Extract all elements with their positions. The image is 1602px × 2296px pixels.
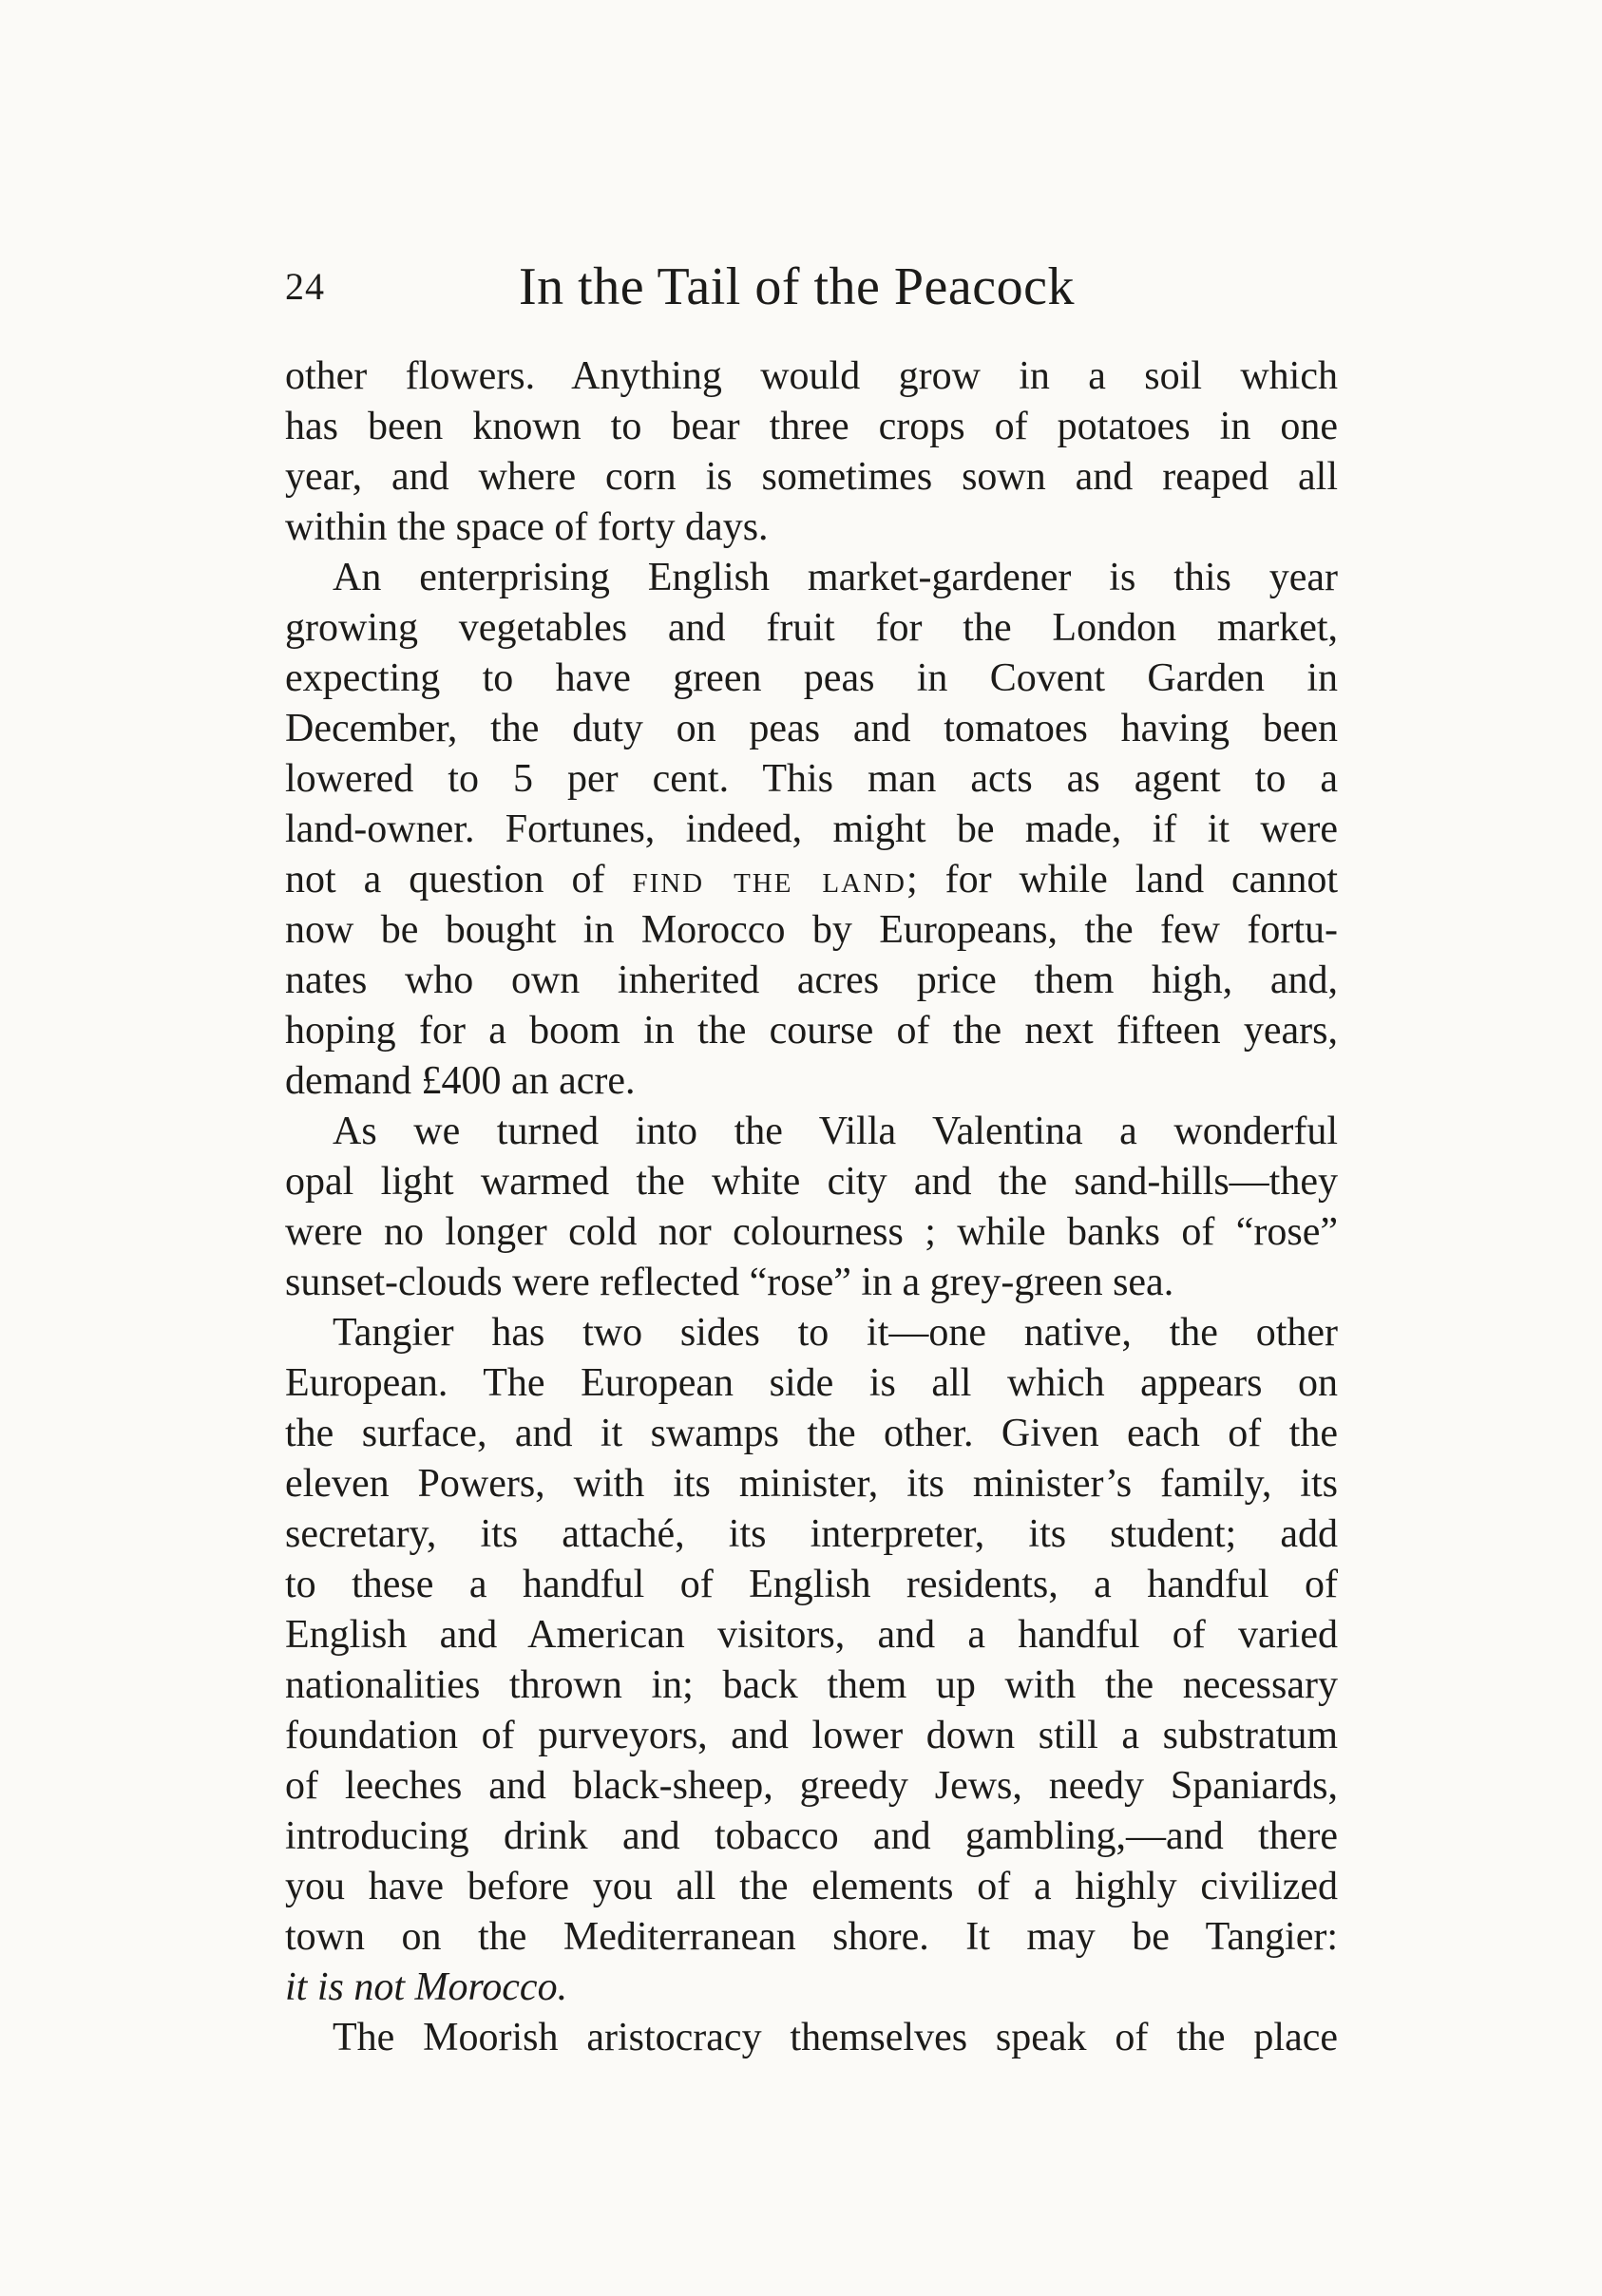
text-line: European. The European side is all which appears on [285,1361,1338,1405]
smallcaps-phrase: find the land [632,858,906,901]
paragraph-3 [285,1107,1338,1308]
text-line: land-owner. Fortunes, indeed, might be made, if it were [285,807,1338,851]
text-line: opal light warmed the white city and the sand-hills—they [285,1160,1338,1204]
paragraph-2 [285,553,1338,1107]
text-line: now be bought in Morocco by Europeans, the few fortu- [285,908,1338,952]
text-line: eleven Powers, with its minister, its minister’s family, its [285,1462,1338,1506]
text-line: Tangier has two sides to it—one native, the other [333,1311,1338,1355]
text-line: An enterprising English market-gardener is this year [333,556,1338,599]
text-line: town on the Mediterranean shore. It may be Tangier: [285,1915,1338,1959]
text-line: you have before you all the elements of a highly civilized [285,1865,1338,1908]
page-number: 24 [285,265,325,308]
text-line: within the space of forty days. [285,505,769,549]
text-line: introducing drink and tobacco and gambling,—and there [285,1814,1338,1858]
text-line-with-smallcaps [285,855,1338,905]
paragraph-1 [285,351,1338,553]
text-line: were no longer cold nor colourness ; while banks of “rose” [285,1210,1338,1254]
text-line: nates who own inherited acres price them high, and, [285,958,1338,1002]
text-line: sunset-clouds were reflected “rose” in a grey-green sea. [285,1261,1174,1304]
text-line: other flowers. Anything would grow in a soil which [285,354,1338,398]
italic-line: it is not Morocco. [285,1965,568,2009]
text-line: demand £400 an acre. [285,1059,636,1103]
text-line: expecting to have green peas in Covent Garden in [285,656,1338,700]
text-line: hoping for a boom in the course of the next fifteen years, [285,1009,1338,1053]
text-line: lowered to 5 per cent. This man acts as agent to a [285,757,1338,801]
text-line: of leeches and black-sheep, greedy Jews, needy Spaniards, [285,1764,1338,1808]
text-fragment: not a question of [285,858,633,901]
body-text [285,351,1338,2063]
text-line: English and American visitors, and a handful of varied [285,1613,1338,1657]
paragraph-5 [285,2013,1338,2063]
text-line: secretary, its attaché, its interpreter, its student; add [285,1512,1338,1556]
text-line: nationalities thrown in; back them up with the necessary [285,1663,1338,1707]
running-title: In the Tail of the Peacock [519,257,1075,316]
text-line: December, the duty on peas and tomatoes having been [285,707,1338,750]
text-line: The Moorish aristocracy themselves speak of the place [333,2016,1338,2059]
text-line: year, and where corn is sometimes sown and reaped all [285,455,1338,499]
text-line: foundation of purveyors, and lower down still a substratum [285,1714,1338,1757]
text-line: has been known to bear three crops of potatoes in one [285,405,1338,448]
text-fragment: ; for while land cannot [906,858,1338,901]
text-line: the surface, and it swamps the other. Given each of the [285,1412,1338,1455]
text-line: to these a handful of English residents, a handful of [285,1563,1338,1606]
text-line: growing vegetables and fruit for the London market, [285,606,1338,650]
text-line: As we turned into the Villa Valentina a wonderful [333,1110,1338,1153]
page-header [285,256,1349,332]
paragraph-4 [285,1308,1338,2013]
